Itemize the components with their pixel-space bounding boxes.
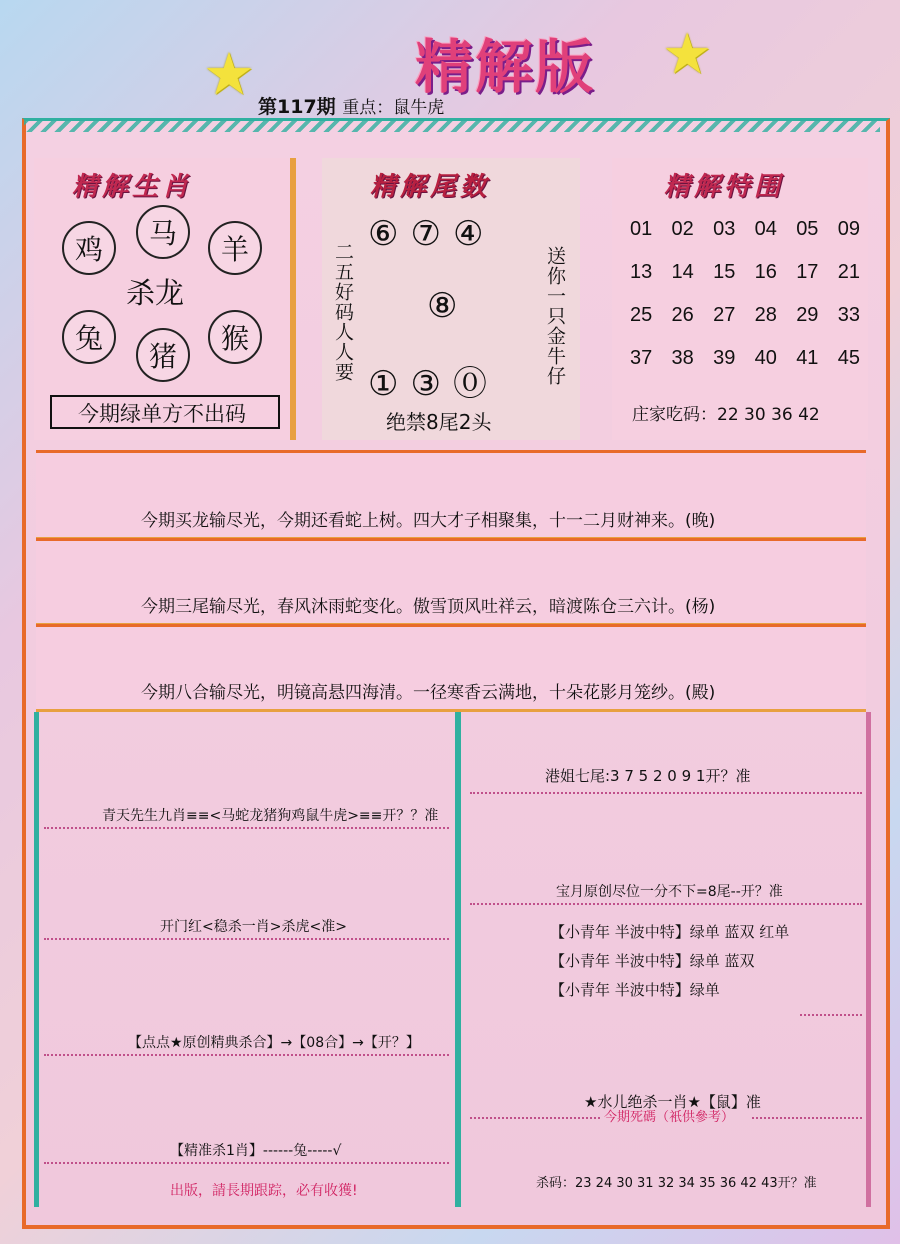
divider-dashes — [470, 903, 862, 908]
hk-seven-tails: 港姐七尾:3 7 5 2 0 9 1开？准 — [545, 767, 751, 785]
tail-right-vertical: 送你一只金牛仔 — [544, 246, 566, 386]
divider-dashes — [44, 827, 449, 832]
number-cell: 25 — [630, 304, 653, 326]
water-kill-one: ★水儿绝杀一肖★【鼠】准 — [584, 1093, 761, 1111]
number-row — [630, 294, 860, 337]
digit-4: ④ — [452, 214, 496, 254]
left-column-border — [34, 712, 39, 1207]
special-panel-title: 精解特围 — [664, 172, 785, 202]
number-cell: 14 — [671, 261, 694, 283]
number-cell: 01 — [630, 218, 653, 240]
divider-dashes — [44, 938, 449, 943]
number-cell: 15 — [713, 261, 736, 283]
zodiac-chicken: 鸡 — [62, 221, 116, 275]
star-icon-left: ★ — [203, 40, 255, 108]
number-cell: 29 — [796, 304, 819, 326]
number-cell: 33 — [837, 304, 860, 326]
number-cell: 13 — [630, 261, 653, 283]
poem-band-1 — [36, 450, 866, 540]
number-cell: 38 — [671, 347, 694, 369]
digit-7: ⑦ — [410, 214, 453, 254]
number-cell: 05 — [796, 218, 819, 240]
original-combo-kill: 【点点★原创精典杀合】→【08合】→【开？】 — [128, 1035, 420, 1051]
issue-header — [258, 92, 444, 119]
number-cell: 03 — [713, 218, 736, 240]
zodiac-goat: 羊 — [208, 221, 262, 275]
divider-dashes — [470, 1117, 600, 1122]
zodiac-pig: 猪 — [136, 328, 190, 382]
number-cell: 09 — [837, 218, 860, 240]
number-row — [630, 337, 860, 380]
divider-dashes — [800, 1014, 862, 1019]
issue-focus: 重点：鼠牛虎 — [342, 98, 445, 118]
divider-dashes — [470, 792, 862, 797]
wave-line-3: 【小青年 半波中特】绿单 — [550, 981, 720, 999]
special-number-grid — [630, 208, 860, 380]
zodiac-panel — [34, 158, 296, 440]
digit-3: ③ — [410, 364, 453, 404]
tail-panel — [322, 158, 580, 440]
tail-top-digits — [368, 214, 495, 254]
divider-dashes — [44, 1054, 449, 1059]
dead-codes-title: 今期死碼（衹供參考） — [604, 1110, 735, 1125]
digit-6: ⑥ — [368, 214, 411, 254]
digit-8: ⑧ — [427, 286, 458, 326]
number-cell: 39 — [713, 347, 736, 369]
number-cell: 04 — [754, 218, 777, 240]
number-cell: 40 — [754, 347, 777, 369]
precise-kill-one: 【精准杀1肖】------兔-----√ — [170, 1143, 342, 1159]
green-single-note: 今期绿单方不出码 — [50, 395, 280, 429]
divider-dashes — [752, 1117, 862, 1122]
tail-left-vertical: 二五好码人人要 — [332, 242, 354, 382]
number-cell: 41 — [796, 347, 819, 369]
number-cell: 45 — [837, 347, 860, 369]
number-cell: 28 — [754, 304, 777, 326]
zodiac-monkey: 猴 — [208, 310, 262, 364]
divider-dashes — [44, 1162, 449, 1167]
wave-line-2: 【小青年 半波中特】绿单 蓝双 — [550, 952, 755, 970]
tail-bottom-digits — [368, 356, 499, 405]
dealer-numbers: 庄家吃码：22 30 36 42 — [632, 405, 820, 425]
zigzag-border — [24, 120, 880, 132]
poem-text-3: 今期八合输尽光，明镜高悬四海清。一径寒香云满地，十朵花影月笼纱。(殿) — [141, 683, 716, 703]
issue-number: 第117期 — [258, 96, 336, 118]
zodiac-horse: 马 — [136, 205, 190, 259]
digit-1: ① — [368, 364, 411, 404]
column-divider — [455, 712, 461, 1207]
number-cell: 26 — [671, 304, 694, 326]
zodiac-panel-title: 精解生肖 — [72, 172, 193, 202]
number-cell: 27 — [713, 304, 736, 326]
right-column-border — [866, 712, 871, 1207]
number-cell: 02 — [671, 218, 694, 240]
zodiac-rabbit: 兔 — [62, 310, 116, 364]
number-cell: 17 — [796, 261, 819, 283]
kill-codes: 杀码：23 24 30 31 32 34 35 36 42 43开？准 — [536, 1176, 817, 1191]
star-icon-right: ★ — [662, 22, 713, 87]
follow-notice: 出版，請長期跟踪，必有收獲! — [170, 1183, 358, 1199]
poem-band-3 — [36, 624, 866, 712]
zodiac-kill-label: 杀龙 — [126, 276, 185, 310]
poem-band-2 — [36, 538, 866, 626]
brand-title: 精解版 — [415, 33, 596, 101]
baoyue-pick: 宝月原创尽位一分不下=8尾--开？准 — [556, 884, 783, 900]
poem-text-1: 今期买龙输尽光，今期还看蛇上树。四大才子相聚集，十一二月财神来。(晚) — [141, 511, 716, 531]
digit-0: ⓪ — [452, 364, 499, 404]
kill-one-zodiac: 开门红<稳杀一肖>杀虎<准> — [160, 919, 347, 935]
number-cell: 37 — [630, 347, 653, 369]
nine-zodiac-pick: 青天先生九肖≡≡<马蛇龙猪狗鸡鼠牛虎>≡≡开？？准 — [102, 808, 439, 824]
tail-panel-title: 精解尾数 — [370, 172, 491, 202]
tail-ban-note: 绝禁8尾2头 — [386, 410, 492, 434]
number-cell: 16 — [754, 261, 777, 283]
wave-line-1: 【小青年 半波中特】绿单 蓝双 红单 — [550, 923, 790, 941]
number-row — [630, 208, 860, 251]
number-cell: 21 — [837, 261, 860, 283]
poem-text-2: 今期三尾输尽光，春风沐雨蛇变化。傲雪顶风吐祥云，暗渡陈仓三六计。(杨) — [141, 597, 716, 617]
number-row — [630, 251, 860, 294]
